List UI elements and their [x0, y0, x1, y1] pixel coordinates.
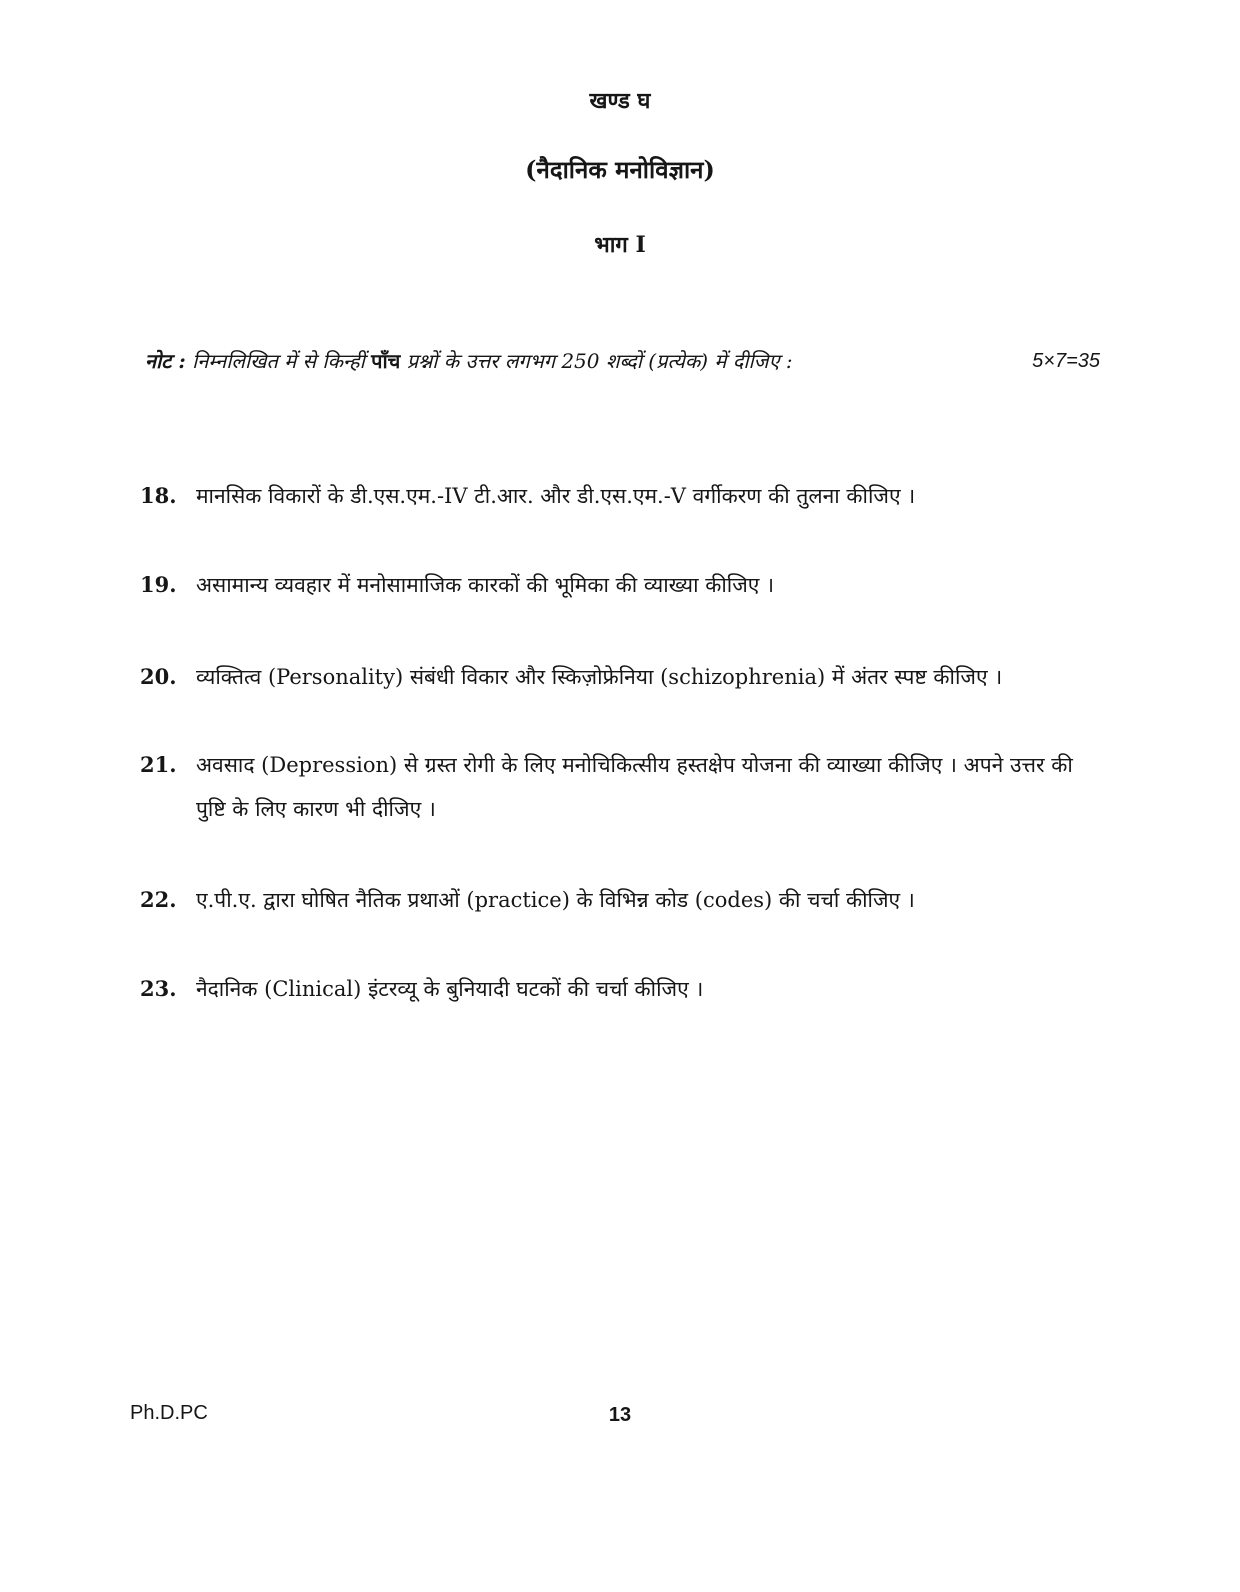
question-item [140, 878, 1100, 922]
note-label: नोट : [145, 349, 186, 373]
note-text-after: प्रश्नों के उत्तर लगभग 250 शब्दों (प्रत्येक) में दीजिए : [406, 349, 793, 373]
question-number: 19. [140, 572, 177, 597]
question-item [140, 563, 1100, 607]
question-item [140, 967, 1100, 1011]
question-text: मानसिक विकारों के डी.एस.एम.-IV टी.आर. और डी.एस.एम.-V वर्गीकरण की तुलना कीजिए । [196, 484, 916, 508]
question-number: 23. [140, 976, 177, 1001]
instruction-note [145, 344, 1100, 378]
question-item [140, 655, 1100, 699]
paper-code: Ph.D.PC [130, 1402, 208, 1424]
question-text: अवसाद (Depression) से ग्रस्त रोगी के लिए मनोचिकित्सीय हस्तक्षेप योजना की व्याख्या कीजिए । अपने उत्तर की पुष्टि के लिए कारण भी दीजिए । [196, 753, 1073, 821]
note-emphasis: पाँच [371, 349, 401, 373]
question-number: 21. [140, 752, 177, 777]
question-text: व्यक्तित्व (Personality) संबंधी विकार और स्किज़ोफ्रेनिया (schizophrenia) में अंतर स्पष्ट कीजिए । [196, 665, 1003, 689]
part-heading: भाग I [594, 232, 646, 258]
question-text: असामान्य व्यवहार में मनोसामाजिक कारकों की भूमिका की व्याख्या कीजिए । [196, 573, 775, 597]
question-number: 18. [140, 483, 177, 508]
question-number: 22. [140, 887, 177, 912]
note-text-before: निम्नलिखित में से किन्हीं [192, 349, 365, 373]
question-item [140, 474, 1100, 518]
question-item [140, 743, 1100, 831]
page-number: 13 [608, 1404, 632, 1426]
section-heading: खण्ड घ [589, 88, 651, 114]
subject-heading: (नैदानिक मनोविज्ञान) [525, 155, 715, 184]
marks-allocation: 5×7=35 [1032, 350, 1100, 372]
question-text: ए.पी.ए. द्वारा घोषित नैतिक प्रथाओं (practice) के विभिन्न कोड (codes) की चर्चा कीजिए । [196, 888, 915, 912]
question-text: नैदानिक (Clinical) इंटरव्यू के बुनियादी घटकों की चर्चा कीजिए । [196, 977, 704, 1001]
question-number: 20. [140, 664, 177, 689]
